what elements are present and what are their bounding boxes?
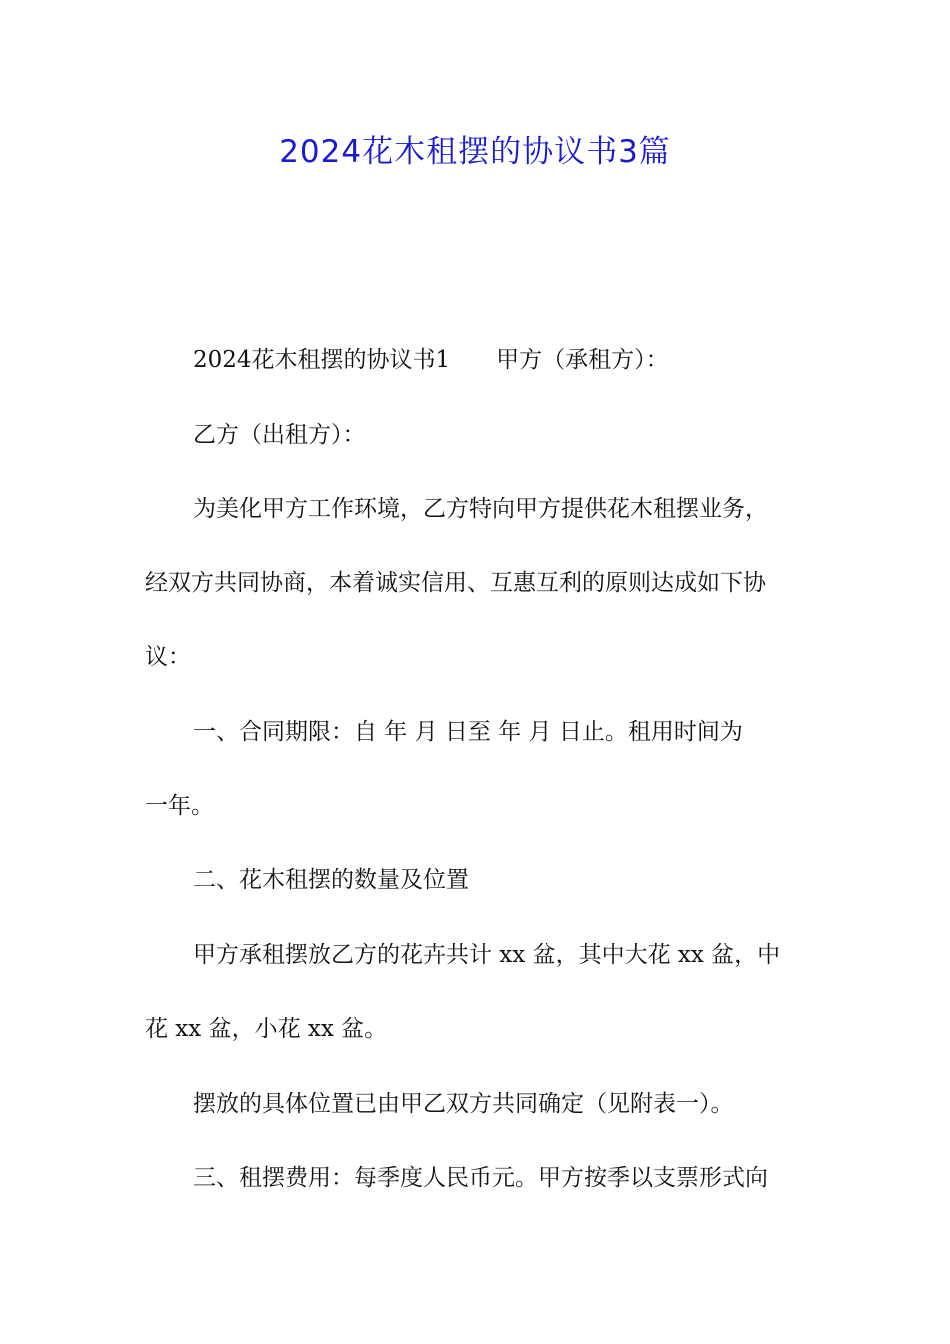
paragraph-3-line-2: 经双方共同协商，本着诚实信用、互惠互利的原则达成如下协	[145, 570, 766, 596]
paragraph-4-line-2: 一年。	[145, 793, 214, 819]
paragraph-5: 二、花木租摆的数量及位置	[193, 867, 469, 893]
paragraph-1	[145, 323, 815, 397]
paragraph-2: 乙方（出租方）：	[193, 422, 366, 448]
paragraph-4-line-1: 一、合同期限：自 年 月 日至 年 月 日止。租用时间为	[193, 719, 743, 745]
paragraph-1-heading: 2024花木租摆的协议书1	[193, 347, 451, 373]
paragraph-6-line-2: 花 xx 盆，小花 xx 盆。	[145, 1016, 388, 1042]
paragraph-8: 三、租摆费用：每季度人民币元。甲方按季以支票形式向	[193, 1165, 768, 1191]
paragraph-3-line-3: 议：	[145, 644, 191, 670]
paragraph-1-party-a: 甲方（承租方）：	[496, 347, 669, 373]
paragraph-7: 摆放的具体位置已由甲乙双方共同确定（见附表一）。	[193, 1091, 734, 1117]
paragraph-6-line-1: 甲方承租摆放乙方的花卉共计 xx 盆，其中大花 xx 盆，中	[193, 942, 781, 968]
document-title: 2024花木租摆的协议书3篇	[279, 134, 671, 170]
paragraph-3-line-1: 为美化甲方工作环境，乙方特向甲方提供花木租摆业务，	[193, 496, 768, 522]
